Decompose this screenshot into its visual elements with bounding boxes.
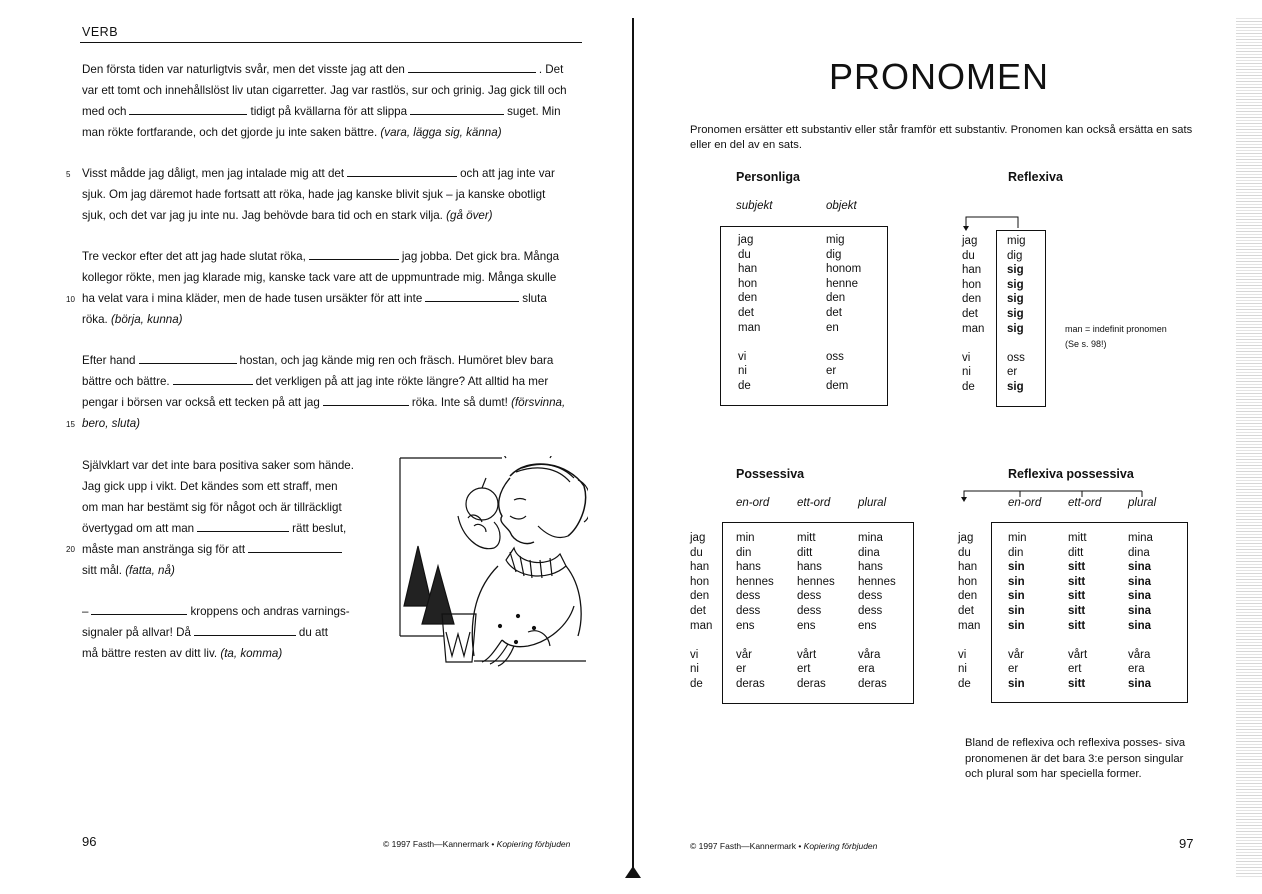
table-cell: min (1008, 532, 1027, 544)
reflexive-possessive-arrow-icon (958, 487, 1148, 503)
page-title: PRONOMEN (829, 56, 1050, 97)
table-cell: våra (1128, 648, 1151, 661)
table-cell: dina (1128, 546, 1150, 559)
table-cell: hennes (797, 575, 835, 588)
footer-text: © 1997 Fasth—Kannermark • (383, 839, 497, 849)
table-cell: du (958, 546, 971, 559)
text: . Det (538, 63, 564, 76)
table-cell: de (690, 677, 703, 690)
table-cell: den (690, 590, 710, 603)
table-cell: sina (1128, 590, 1152, 603)
table-cell: du (690, 546, 703, 559)
copyright-footer (690, 841, 877, 851)
text: ha velat vara i mina kläder, men de hade tusen ursäkter för att inte (82, 292, 423, 305)
personliga-title: Personliga (736, 170, 800, 184)
answer-blank[interactable] (323, 396, 409, 406)
footer-text: © 1997 Fasth—Kannermark • (690, 841, 804, 851)
closing-note: Bland de reflexiva och reflexiva posses- siva pronomenen är det bara 3:e person singular och plural som har speciella former. (965, 737, 1186, 780)
table-cell: det (962, 307, 978, 320)
text: pengar i börsen var också ett tecken på att jag (82, 396, 320, 409)
table-cell: sig (1007, 380, 1024, 393)
text: man rökte fortfarande, och det gjorde ju inte saken bättre. (82, 126, 378, 139)
reflexiva-form-column (1007, 234, 1026, 395)
table-cell: vi (690, 648, 699, 661)
table-cell: hans (797, 561, 822, 574)
table-cell: det (690, 604, 706, 617)
table-cell: sitt (1068, 575, 1086, 588)
personliga-subject-column (738, 233, 760, 394)
reflexiva-person-column (962, 234, 984, 395)
table-cell: hennes (736, 575, 774, 588)
table-cell: dess (797, 590, 822, 603)
table-cell: sin (1008, 575, 1025, 588)
table-cell: sig (1007, 307, 1024, 320)
header-rule (80, 42, 582, 43)
text: övertygad om att man (82, 522, 195, 535)
exercise-paragraph-6 (82, 601, 382, 664)
possessiva-plural-column (858, 531, 896, 692)
text: signaler på allvar! Då (82, 626, 191, 639)
table-cell: dess (858, 604, 883, 617)
exercise-paragraph-2 (82, 163, 582, 226)
table-cell: dess (736, 604, 761, 617)
text: suget. Min (507, 105, 561, 118)
reflexiva-possessiva-plural-column (1128, 531, 1153, 692)
reflexiva-title: Reflexiva (1008, 170, 1063, 184)
table-cell: dess (736, 590, 761, 603)
possessiva-title: Possessiva (736, 467, 805, 481)
table-cell: en (826, 321, 839, 334)
table-cell: sitt (1068, 619, 1086, 632)
table-cell (690, 633, 712, 648)
reflexiva-possessiva-person-column (958, 531, 980, 692)
table-cell: mina (858, 532, 883, 544)
table-cell: ni (738, 365, 747, 378)
table-cell: dig (1007, 249, 1023, 262)
table-cell (736, 633, 774, 648)
table-cell (826, 335, 861, 350)
text: rätt beslut, (292, 522, 347, 535)
possessiva-en-column (736, 531, 774, 692)
answer-blank[interactable] (139, 354, 237, 364)
table-cell: ni (962, 366, 971, 379)
table-cell: sin (1008, 677, 1025, 690)
table-cell: er (1007, 366, 1018, 379)
table-cell: man (738, 321, 761, 334)
table-cell: de (958, 677, 971, 690)
table-cell: sitt (1068, 677, 1086, 690)
table-cell: jag (958, 532, 974, 544)
table-cell: hans (858, 561, 883, 574)
table-cell (958, 633, 980, 648)
text: sjuk. Om jag däremot hade fortsatt att röka, hade jag kanske blivit sjuk – ja kanske obotligt (82, 188, 546, 201)
text: Jag gick upp i vikt. Det kändes som ett straff, men (82, 480, 338, 493)
table-cell: sitt (1068, 604, 1086, 617)
table-cell: dess (797, 604, 822, 617)
intro-text: Pronomen ersätter ett substantiv eller står framför ett substantiv. Pronomen kan också ersätta en sats eller en del av en sats. (690, 124, 1193, 151)
table-cell: deras (736, 677, 765, 690)
personliga-object-column (826, 233, 861, 394)
table-cell: er (1008, 663, 1019, 676)
table-cell: sina (1128, 575, 1152, 588)
reflexiva-possessiva-en-column (1008, 531, 1027, 692)
table-cell: den (738, 292, 758, 305)
possessiva-person-column (690, 531, 712, 692)
answer-blank[interactable] (173, 375, 253, 385)
text: röka. Inte så dumt! (411, 396, 508, 409)
table-cell: det (958, 604, 974, 617)
text: – (82, 605, 89, 618)
table-cell: han (738, 263, 758, 276)
table-cell: sin (1008, 604, 1025, 617)
table-cell: henne (826, 277, 858, 290)
table-cell: man (962, 322, 985, 335)
verb-hint: (försvinna, (511, 396, 566, 409)
text: med och (82, 105, 127, 118)
table-cell: sig (1007, 322, 1024, 335)
plural-heading: plural (858, 497, 887, 509)
text: må bättre resten av ditt liv. (82, 647, 218, 660)
table-cell: våra (858, 648, 881, 661)
table-cell (1008, 633, 1027, 648)
table-cell: ens (797, 619, 816, 632)
table-cell: ert (797, 663, 811, 676)
table-cell: sitt (1068, 590, 1086, 603)
table-cell (962, 336, 984, 351)
text: Självklart var det inte bara positiva saker som hände. (82, 459, 354, 472)
table-cell: dina (858, 546, 880, 559)
table-cell: hon (958, 575, 978, 588)
table-cell: den (826, 292, 846, 305)
table-cell: du (962, 249, 975, 262)
table-cell: sin (1008, 619, 1025, 632)
line-number: 10 (66, 295, 75, 304)
table-cell: ert (1068, 663, 1082, 676)
table-cell: den (958, 590, 978, 603)
table-cell: vårt (797, 648, 817, 661)
ett-ord-heading: ett-ord (1068, 497, 1102, 509)
note-line: (Se s. 98!) (1065, 339, 1107, 349)
table-cell: mitt (1068, 532, 1087, 544)
table-cell: sig (1007, 293, 1024, 306)
text: hostan, och jag kände mig ren och fräsch. Humöret blev bara (239, 354, 554, 367)
table-cell: sina (1128, 677, 1152, 690)
table-cell: sin (1008, 561, 1025, 574)
line-number: 15 (66, 420, 75, 429)
note-line: man = indefinit pronomen (1065, 324, 1167, 334)
table-cell (1128, 633, 1153, 648)
reflexiva-possessiva-ett-column (1068, 531, 1087, 692)
table-cell: jag (962, 235, 978, 247)
table-cell: sina (1128, 561, 1152, 574)
table-cell: vår (1008, 648, 1024, 661)
table-cell: jag (690, 532, 706, 544)
table-cell: hennes (858, 575, 896, 588)
answer-blank[interactable] (425, 292, 519, 302)
table-cell: vi (738, 350, 747, 363)
object-heading: objekt (826, 200, 857, 212)
table-cell: man (958, 619, 981, 632)
table-cell: ditt (797, 546, 813, 559)
table-cell: de (738, 379, 751, 392)
text: sjuk, och det var jag ju inte nu. Jag behövde bara tid och en stark vilja. (82, 209, 443, 222)
text: måste man anstränga sig för att (82, 543, 246, 556)
table-cell: han (958, 561, 978, 574)
table-cell: mig (1007, 235, 1026, 247)
footer-italic: Kopiering förbjuden (496, 839, 571, 849)
answer-blank[interactable] (347, 167, 457, 177)
line-number: 5 (66, 170, 71, 179)
table-cell (858, 633, 896, 648)
en-ord-heading: en-ord (736, 497, 770, 509)
table-cell: sin (1008, 590, 1025, 603)
table-cell: ens (736, 619, 755, 632)
verb-hint: (fatta, nå) (125, 564, 175, 577)
exercise-paragraph-3 (82, 246, 582, 330)
section-header: VERB (82, 25, 119, 39)
table-cell: min (736, 532, 755, 544)
table-cell: de (962, 380, 975, 393)
text: du att (298, 626, 328, 639)
answer-blank[interactable] (408, 63, 536, 73)
plural-heading: plural (1128, 497, 1157, 509)
text: sluta (522, 292, 547, 305)
table-cell: oss (826, 350, 844, 363)
table-cell (1068, 633, 1087, 648)
woman-eating-apple-illustration (398, 456, 588, 670)
text: Den första tiden var naturligtvis svår, men det visste jag att den (82, 63, 405, 76)
table-cell: ni (690, 663, 699, 676)
answer-blank[interactable] (194, 626, 296, 636)
footer-italic: Kopiering förbjuden (803, 841, 878, 851)
table-cell: hon (690, 575, 710, 588)
verb-hint: (börja, kunna) (111, 313, 183, 326)
text: jag jobba. Det gick bra. Många (401, 250, 560, 263)
page-number: 96 (82, 834, 97, 849)
verb-hint: (gå över) (446, 209, 493, 222)
table-cell: mina (1128, 532, 1153, 544)
text: Visst mådde jag dåligt, men jag intalade mig att det (82, 167, 345, 180)
table-cell: sig (1007, 264, 1024, 277)
table-cell: deras (858, 677, 887, 690)
reflexive-arrow-icon (960, 212, 1024, 232)
table-cell: sina (1128, 604, 1152, 617)
table-cell: din (736, 546, 752, 559)
table-cell: sitt (1068, 561, 1086, 574)
table-cell: era (1128, 663, 1145, 676)
page-number: 97 (1179, 836, 1194, 851)
table-cell: ni (958, 663, 967, 676)
table-cell (738, 335, 760, 350)
text: och att jag inte var (460, 167, 555, 180)
table-cell: det (826, 306, 842, 319)
text: kollegor rökte, men jag klarade mig, kanske tack vare att de uppmuntrade mig. Många skulle (82, 271, 557, 284)
table-cell: honom (826, 263, 862, 276)
table-cell: det (738, 306, 754, 319)
verb-hint: bero, sluta) (82, 417, 140, 430)
exercise-paragraph-1 (82, 59, 582, 143)
table-cell: mig (826, 234, 845, 246)
man-note (1065, 322, 1167, 352)
ett-ord-heading: ett-ord (797, 497, 831, 509)
table-cell: vi (958, 648, 967, 661)
reflexiva-possessiva-title: Reflexiva possessiva (1008, 467, 1134, 481)
text: röka. (82, 313, 108, 326)
answer-blank[interactable] (129, 105, 247, 115)
table-cell: du (738, 248, 751, 261)
en-ord-heading: en-ord (1008, 497, 1042, 509)
line-number: 20 (66, 545, 75, 554)
exercise-paragraph-5 (82, 455, 382, 581)
table-cell: sig (1007, 278, 1024, 291)
table-cell: sina (1128, 619, 1152, 632)
text: bättre och bättre. (82, 375, 170, 388)
table-cell: hon (962, 278, 982, 291)
verb-hint: (ta, komma) (220, 647, 283, 660)
table-cell: hon (738, 277, 758, 290)
table-cell: vi (962, 351, 971, 364)
text: Tre veckor efter det att jag hade slutat röka, (82, 250, 306, 263)
table-cell: dig (826, 248, 842, 261)
table-cell: vårt (1068, 648, 1088, 661)
table-cell: din (1008, 546, 1024, 559)
right-page (636, 0, 1262, 894)
book-spine (632, 18, 634, 876)
table-cell: dem (826, 379, 849, 392)
table-cell: deras (797, 677, 826, 690)
table-cell: era (858, 663, 875, 676)
table-cell: vår (736, 648, 752, 661)
table-cell (1007, 336, 1026, 351)
table-cell: ens (858, 619, 877, 632)
table-cell: mitt (797, 532, 816, 544)
text: om man har bestämt sig för något och är tillräckligt (82, 501, 342, 514)
table-cell: dess (858, 590, 883, 603)
copyright-footer (383, 839, 570, 849)
table-cell: er (826, 365, 837, 378)
table-cell: han (962, 264, 982, 277)
text: sitt mål. (82, 564, 122, 577)
table-cell: ditt (1068, 546, 1084, 559)
text: kroppens och andras varnings- (190, 605, 350, 618)
exercise-paragraph-4 (82, 350, 582, 434)
table-cell: er (736, 663, 747, 676)
table-cell: hans (736, 561, 761, 574)
table-cell: jag (738, 234, 754, 246)
table-cell: man (690, 619, 713, 632)
answer-blank[interactable] (248, 543, 342, 553)
answer-blank[interactable] (410, 105, 504, 115)
verb-hint: (vara, lägga sig, känna) (380, 126, 502, 139)
text: Efter hand (82, 354, 136, 367)
possessiva-ett-column (797, 531, 835, 692)
table-cell: oss (1007, 351, 1025, 364)
subject-heading: subjekt (736, 200, 773, 212)
table-cell (797, 633, 835, 648)
answer-blank[interactable] (91, 605, 187, 615)
table-cell: den (962, 293, 982, 306)
answer-blank[interactable] (197, 522, 289, 532)
table-cell: han (690, 561, 710, 574)
text: det verkligen på att jag inte rökte längre? Att alltid ha mer (255, 375, 549, 388)
answer-blank[interactable] (309, 250, 399, 260)
text: tidigt på kvällarna för att slippa (250, 105, 408, 118)
text: var ett tomt och innehållslöst liv utan cigarretter. Jag var rastlös, sur och grinig. Jag gick till och (82, 84, 567, 97)
